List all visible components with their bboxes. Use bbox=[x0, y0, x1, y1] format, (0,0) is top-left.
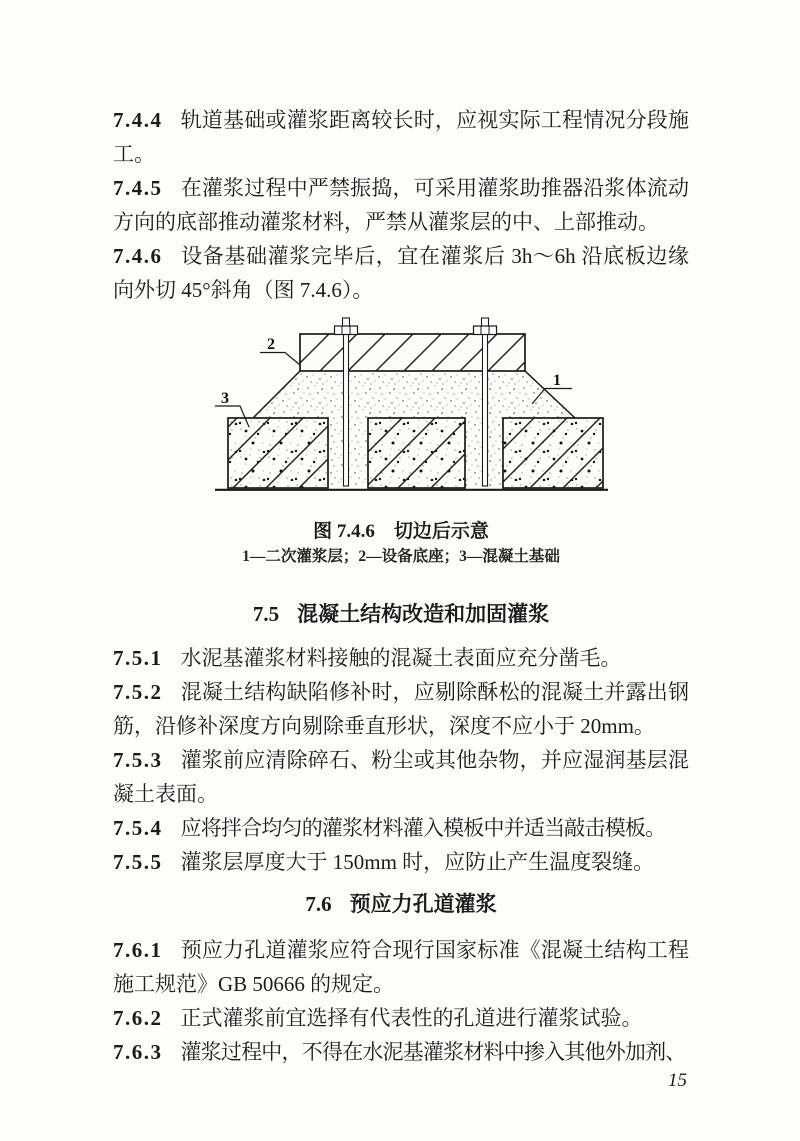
clause-7-5-3 bbox=[113, 743, 689, 811]
clause-text: 设备基础灌浆完毕后，宜在灌浆后 3h～6h 沿底板边缘向外切 45°斜角（图 7.4.6）。 bbox=[113, 244, 689, 302]
clause-number: 7.4.4 bbox=[113, 108, 163, 132]
label-leader bbox=[260, 353, 300, 366]
clause-7-5-1 bbox=[113, 641, 689, 675]
foundation-block-right bbox=[503, 418, 603, 488]
clause-text: 预应力孔道灌浆应符合现行国家标准《混凝土结构工程施工规范》GB 50666 的规定。 bbox=[113, 938, 689, 996]
heading-number: 7.5 bbox=[252, 602, 280, 626]
clause-number: 7.5.1 bbox=[113, 646, 163, 670]
foundation-block-left bbox=[228, 418, 328, 488]
figure-diagram bbox=[210, 313, 630, 513]
clause-text: 混凝土结构缺陷修补时，应剔除酥松的混凝土并露出钢筋，沿修补深度方向剔除垂直形状，深度不应小于 20mm。 bbox=[113, 680, 689, 738]
clause-number: 7.5.3 bbox=[113, 748, 163, 772]
figure-block bbox=[113, 313, 689, 513]
figure-caption: 图 7.4.6 切边后示意 bbox=[313, 521, 489, 542]
clause-7-5-2 bbox=[113, 675, 689, 743]
clause-number: 7.5.2 bbox=[113, 680, 163, 704]
clause-7-6-1 bbox=[113, 933, 689, 1001]
svg-text:1: 1 bbox=[553, 372, 561, 389]
heading-title: 预应力孔道灌浆 bbox=[349, 892, 497, 916]
clause-7-4-6 bbox=[113, 239, 689, 307]
clause-text: 在灌浆过程中严禁振捣，可采用灌浆助推器沿浆体流动方向的底部推动灌浆材料，严禁从灌浆层的中、上部推动。 bbox=[113, 176, 689, 234]
clause-number: 7.6.1 bbox=[113, 938, 163, 962]
clause-number: 7.6.3 bbox=[113, 1040, 163, 1064]
clause-number: 7.4.6 bbox=[113, 244, 163, 268]
figure-label-2 bbox=[260, 336, 300, 365]
clause-text: 正式灌浆前宜选择有代表性的孔道进行灌浆试验。 bbox=[180, 1006, 643, 1030]
clause-number: 7.5.4 bbox=[113, 816, 163, 840]
clause-7-5-5 bbox=[113, 845, 689, 879]
clause-text: 水泥基灌浆材料接触的混凝土表面应充分凿毛。 bbox=[180, 646, 622, 670]
section-heading-7-6 bbox=[113, 887, 689, 921]
base-plate-shape bbox=[300, 334, 525, 371]
clause-text: 灌浆过程中，不得在水泥基灌浆材料中掺入其他外加剂、 bbox=[180, 1040, 686, 1064]
svg-text:2: 2 bbox=[267, 336, 275, 353]
section-heading-7-5 bbox=[113, 597, 689, 631]
clause-text: 灌浆前应清除碎石、粉尘或其他杂物，并应湿润基层混凝土表面。 bbox=[113, 748, 689, 806]
clause-text: 轨道基础或灌浆距离较长时，应视实际工程情况分段施工。 bbox=[113, 108, 689, 166]
heading-number: 7.6 bbox=[305, 892, 332, 916]
clause-7-4-5 bbox=[113, 171, 689, 239]
foundation-block-middle bbox=[368, 418, 465, 488]
clause-7-4-4 bbox=[113, 103, 689, 171]
svg-text:3: 3 bbox=[221, 390, 229, 407]
page-number: 15 bbox=[668, 1070, 687, 1091]
clause-number: 7.5.5 bbox=[113, 850, 163, 874]
clause-7-6-2 bbox=[113, 1001, 689, 1035]
heading-title: 混凝土结构改造和加固灌浆 bbox=[297, 602, 550, 626]
figure-legend: 1—二次灌浆层；2—设备底座；3—混凝土基础 bbox=[242, 548, 560, 565]
clause-7-6-3 bbox=[113, 1035, 689, 1069]
clause-text: 应将拌合均匀的灌浆材料灌入模板中并适当敲击模板。 bbox=[180, 816, 666, 840]
clause-number: 7.6.2 bbox=[113, 1006, 163, 1030]
clause-number: 7.4.5 bbox=[113, 176, 163, 200]
clause-text: 灌浆层厚度大于 150mm 时，应防止产生温度裂缝。 bbox=[180, 850, 655, 874]
clause-7-5-4 bbox=[113, 811, 689, 845]
